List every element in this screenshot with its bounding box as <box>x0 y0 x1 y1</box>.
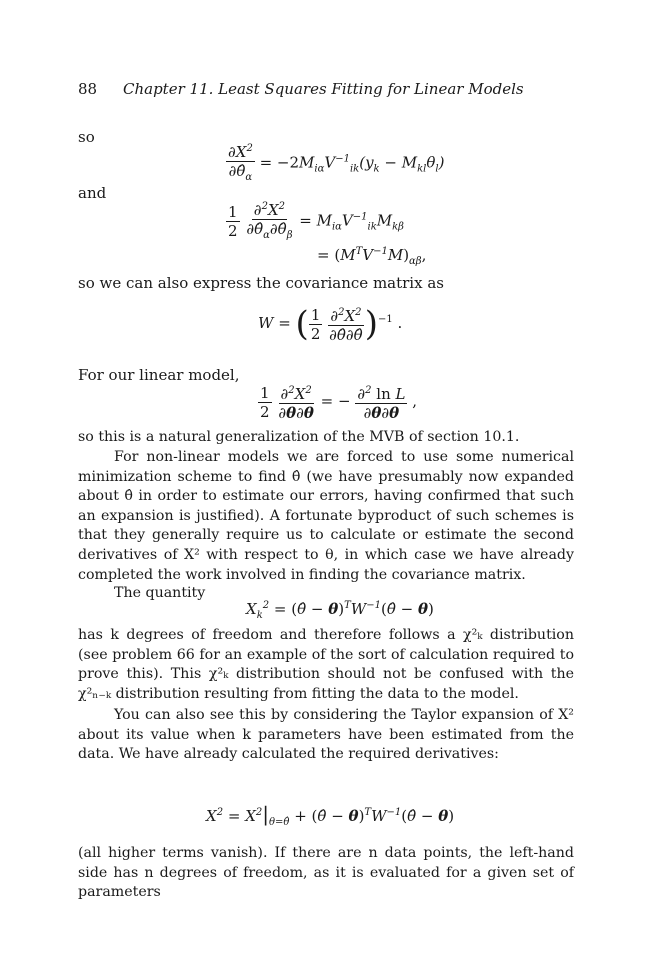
paragraph-mvb: so this is a natural generalization of the MVB of section 10.1. <box>78 429 520 445</box>
paragraph-last: (all higher terms vanish). If there are n data points, the left-hand side has n degrees of freedom, as it is evaluated for a given set of parameters <box>78 845 574 901</box>
paragraph-nonlinear: For non-linear models we are forced to use some numerical minimization scheme to find θ̂ (we have presumably now expanded about θ̂ in order to estimate our errors, having confirmed that such an expansion is justified). A fortunate byproduct of such schemes is that they generally require us to calculate or estimate the second derivatives of X² with respect to θ, in which case we have already completed the work involved in finding the covariance matrix. <box>78 449 574 583</box>
equation-matrix-form: = $(M^TV^{-1}M)_{\alpha\beta}$, <box>317 246 427 267</box>
paragraph-quantity: The quantity <box>114 585 206 601</box>
equation-chi-square: $X_k^2$ = (θ̂ − $\theta)^TW^{-1}(\thetâ - \theta)$ <box>246 600 434 621</box>
label-linear-intro: For our linear model, <box>78 366 240 384</box>
equation-likelihood: $\frac{1}{2}$ $\frac{\partial^2X^2}{\partial\theta\partial\theta}$ = − $\frac{\partial^2 \ln L}{\partial\theta\partial\theta}$ , <box>260 383 418 422</box>
equation-taylor: $X^2 = X^2|_{\theta=\thetâ}$ + (θ̂ − $\theta)^TW^{-1}(\thetâ - \theta)$ <box>206 802 455 828</box>
paragraph-k-dof: has k degrees of freedom and therefore follows a χ²ₖ distribution (see problem 66 for an example of the sort of calculation required to prove this). This χ²ₖ distribution should not be confused with the χ²ₙ₋ₖ distribution resulting from fitting the data to the model. <box>78 627 574 702</box>
label-so: so <box>78 128 95 146</box>
equation-gradient: $\frac{\partial X^2}{\partial\thetâ_\alpha}$ = $-2M_{i\alpha}V^{-1}_{ik}(y_k - M_{kl}\theta_l)$ <box>226 140 444 187</box>
label-and: and <box>78 184 107 202</box>
equation-second-derivative: $\frac{1}{2}$ $\frac{\partial^2X^2}{\partial\thetâ_\alpha\partial\thetâ_\beta}$ = $M_{i\alpha}V^{-1}_{ik}M_{k\beta}$ <box>226 198 404 245</box>
label-cov-intro: so we can also express the covariance matrix as <box>78 274 444 292</box>
paragraph-taylor: You can also see this by considering the Taylor expansion of X² about its value when k parameters have been estimated from the data. We have already calculated the required derivatives: <box>78 707 574 763</box>
page-number: 88 <box>78 80 98 98</box>
running-title: Chapter 11. Least Squares Fitting for Linear Models <box>123 80 524 98</box>
equation-covariance: W = ( $\frac{1}{2}$ $\frac{\partial^2X^2}{\partial\thetâ\partial\thetâ}$ )$^{-1}$ . <box>258 304 403 344</box>
